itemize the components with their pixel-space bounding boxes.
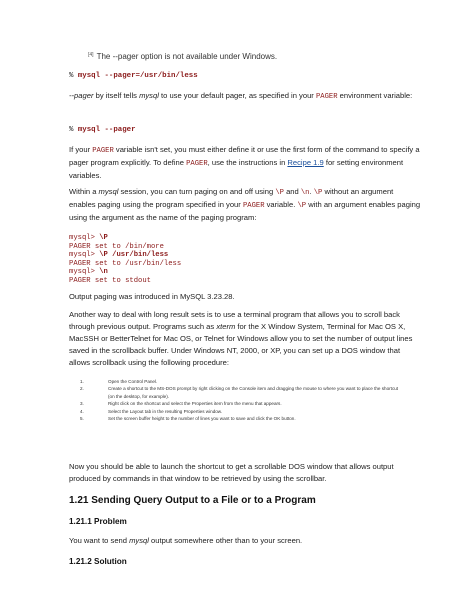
program-name: mysql bbox=[98, 187, 119, 196]
paragraph-problem bbox=[69, 535, 421, 547]
text-run: session, you can turn paging on and off using bbox=[118, 187, 276, 196]
subsection-heading-solution: 1.21.2 Solution bbox=[69, 557, 127, 566]
env-variable: PAGER bbox=[186, 160, 208, 168]
text-run: by itself tells bbox=[93, 91, 140, 100]
shell-prompt: % bbox=[69, 72, 74, 80]
inline-command: \n bbox=[300, 189, 310, 197]
text-run: If your bbox=[69, 145, 93, 154]
footnote-marker: [4] bbox=[88, 52, 94, 58]
text-run: , use the instructions in bbox=[207, 158, 288, 167]
program-name: mysql bbox=[129, 536, 149, 545]
mysql-prompt: mysql> bbox=[69, 268, 100, 277]
list-item-text: Right click on the shortcut and select the Properties item from the menu that appears. bbox=[108, 401, 282, 407]
list-item-number: 2. bbox=[80, 386, 84, 392]
inline-command: \P bbox=[297, 202, 307, 210]
mysql-prompt: mysql> bbox=[69, 251, 100, 260]
recipe-link[interactable]: Recipe 1.9 bbox=[287, 158, 324, 167]
code-line bbox=[69, 251, 181, 260]
mysql-prompt: mysql> bbox=[69, 234, 100, 242]
text-run: Another way to deal with long result sets is to use a terminal program that allows you to scroll back through previous output. Programs such as bbox=[69, 310, 400, 331]
procedure-list bbox=[80, 378, 404, 422]
text-run: variable isn't set, you must either define it or use the first form of the command to specify a pager program explicitly. To define bbox=[69, 145, 420, 167]
shell-prompt: % bbox=[69, 126, 74, 134]
list-item-number: 1. bbox=[80, 379, 84, 384]
text-run: Within a bbox=[69, 187, 99, 196]
footnote-text: The --pager option is not available under Windows. bbox=[96, 52, 278, 61]
list-item-text: Select the Layout tab in the resulting Properties window. bbox=[108, 408, 223, 414]
code-output: PAGER set to stdout bbox=[69, 276, 151, 285]
code-command: \P /usr/bin/less bbox=[99, 251, 169, 260]
text-run: . bbox=[309, 187, 314, 196]
paragraph-pager-default bbox=[69, 90, 421, 103]
list-item-number: 4. bbox=[80, 408, 84, 414]
procedure-list-container bbox=[80, 378, 404, 422]
code-line bbox=[69, 268, 181, 277]
code-line bbox=[69, 234, 181, 243]
list-item bbox=[80, 415, 404, 422]
subsection-heading-problem: 1.21.1 Problem bbox=[69, 517, 127, 526]
list-item bbox=[80, 400, 404, 407]
list-item-text: Open the Control Panel. bbox=[108, 379, 158, 384]
command-pager bbox=[69, 126, 136, 134]
env-variable: PAGER bbox=[315, 93, 338, 101]
code-output: PAGER set to /bin/more bbox=[69, 242, 164, 251]
code-command: \n bbox=[99, 268, 108, 277]
list-item-number: 3. bbox=[80, 401, 84, 407]
paragraph-paging-session bbox=[69, 186, 421, 224]
list-item-text: Set the screen buffer height to the number of lines you want to save and click the OK button. bbox=[108, 416, 296, 422]
list-item-text: Create a shortcut to the MS-DOS prompt by right clicking on the Console item and dragging the mouse to where you want to place the shortcut (on the desktop, for example). bbox=[108, 386, 399, 399]
env-variable: PAGER bbox=[242, 202, 265, 210]
paragraph-paging-version: Output paging was introduced in MySQL 3.23.28. bbox=[69, 292, 235, 301]
option-name: --pager bbox=[69, 91, 94, 100]
text-run: variable. bbox=[264, 200, 298, 209]
paragraph-pager-unset bbox=[69, 144, 421, 182]
paragraph-launch-shortcut: Now you should be able to launch the shortcut to get a scrollable DOS window that allows output produced by commands in that window to be retrieved by using the scrollbar. bbox=[69, 462, 394, 483]
inline-command: \P bbox=[313, 189, 323, 197]
code-block bbox=[69, 234, 181, 286]
paragraph-scrollback bbox=[69, 309, 421, 369]
code-output: PAGER set to /usr/bin/less bbox=[69, 259, 182, 268]
list-item bbox=[80, 408, 404, 415]
list-item-number: 5. bbox=[80, 416, 84, 422]
text-run: for the X Window System, Terminal for Mac OS X, MacSSH or BetterTelnet for Mac OS, or Telnet for Windows allow you to set the number of output lines saved in the scrollback buffer. Under Windows NT, 2000, or XP, you can set up a DOS window that allows scrollback using the following procedure: bbox=[69, 322, 413, 367]
command-text: mysql --pager=/usr/bin/less bbox=[77, 72, 198, 80]
text-run: with an argument enables paging using the argument as the name of the paging program: bbox=[69, 200, 421, 222]
text-run: without an argument enables paging using the program specified in your bbox=[69, 187, 394, 209]
text-run: to use your default pager, as specified in your bbox=[158, 91, 316, 100]
footnote bbox=[88, 52, 277, 61]
text-run: You want to send bbox=[69, 536, 130, 545]
inline-command: \P bbox=[275, 189, 284, 197]
text-run: for setting environment variables. bbox=[69, 158, 404, 180]
program-name: mysql bbox=[139, 91, 159, 100]
list-item bbox=[80, 385, 404, 400]
list-item bbox=[80, 378, 404, 385]
text-run: environment variable: bbox=[337, 91, 413, 100]
text-run: and bbox=[283, 187, 301, 196]
text-run: output somewhere other than to your screen. bbox=[148, 536, 303, 545]
env-variable: PAGER bbox=[92, 147, 114, 155]
command-text: mysql --pager bbox=[77, 126, 136, 134]
code-command: \P bbox=[99, 234, 108, 242]
command-pager-less bbox=[69, 72, 198, 80]
program-name: xterm bbox=[216, 322, 236, 331]
section-heading: 1.21 Sending Query Output to a File or to a Program bbox=[69, 495, 316, 506]
